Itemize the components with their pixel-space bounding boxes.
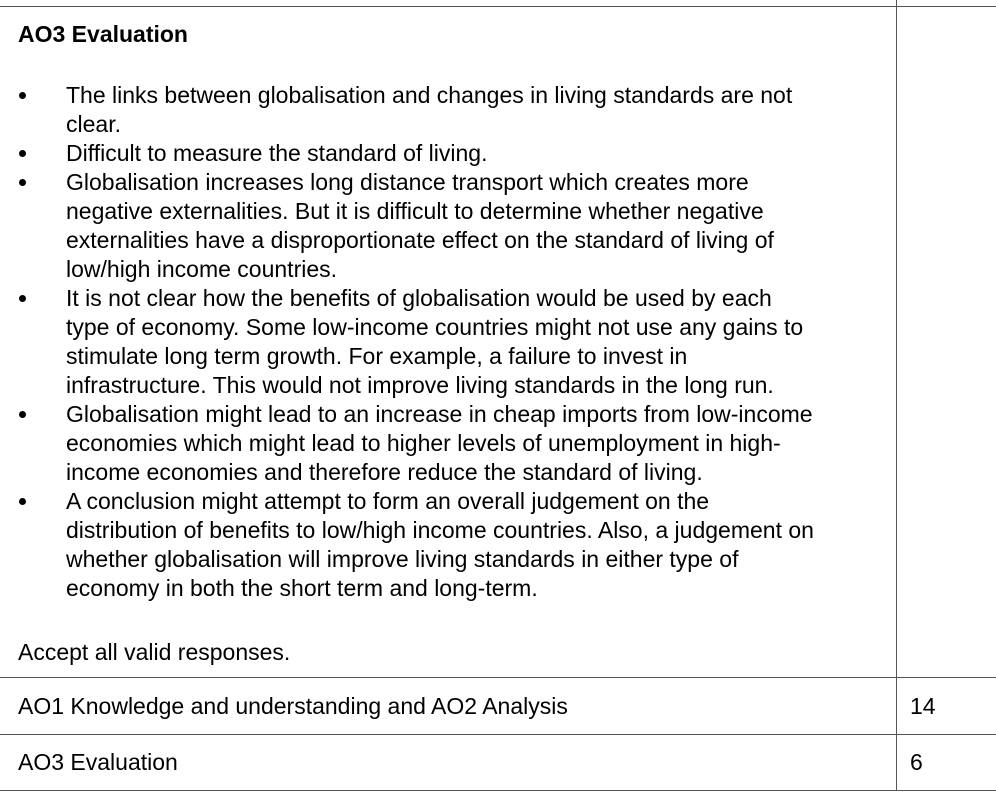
list-item bbox=[0, 139, 890, 168]
marks-row-label: AO3 Evaluation bbox=[18, 749, 178, 775]
bullet-icon bbox=[19, 150, 26, 157]
list-item bbox=[0, 168, 890, 284]
table-top-border bbox=[0, 6, 996, 7]
bullet-text-line: The links between globalisation and changes in living standards are not bbox=[66, 82, 793, 108]
column-divider bbox=[896, 0, 897, 790]
bullet-text-line: economies which might lead to higher levels of unemployment in high- bbox=[66, 430, 781, 456]
bullet-text-line: Globalisation increases long distance transport which creates more bbox=[66, 169, 749, 195]
marks-row-value: 6 bbox=[910, 749, 923, 775]
bullet-text-line: whether globalisation will improve living standards in either type of bbox=[66, 546, 739, 572]
bullet-text-line: clear. bbox=[66, 111, 121, 137]
bullet-text-line: distribution of benefits to low/high income countries. Also, a judgement on bbox=[66, 517, 814, 543]
bullet-text-line: infrastructure. This would not improve living standards in the long run. bbox=[66, 372, 774, 398]
bullet-text-line: stimulate long term growth. For example, a failure to invest in bbox=[66, 343, 688, 369]
bullet-icon bbox=[19, 179, 26, 186]
bullet-text-line: income economies and therefore reduce the standard of living. bbox=[66, 459, 703, 485]
bullet-text-line: A conclusion might attempt to form an overall judgement on the bbox=[66, 488, 710, 514]
bullet-icon bbox=[19, 92, 26, 99]
list-item bbox=[0, 284, 890, 400]
row-divider bbox=[0, 734, 996, 735]
table-bottom-border bbox=[0, 790, 996, 791]
bullet-icon bbox=[19, 498, 26, 505]
list-item bbox=[0, 81, 890, 139]
accept-note: Accept all valid responses. bbox=[18, 639, 291, 665]
row-divider bbox=[0, 677, 996, 678]
bullet-text-line: Difficult to measure the standard of living. bbox=[66, 140, 488, 166]
bullet-text-line: low/high income countries. bbox=[66, 256, 338, 282]
list-item bbox=[0, 487, 890, 603]
bullet-text-line: Globalisation might lead to an increase in cheap imports from low-income bbox=[66, 401, 813, 427]
evaluation-heading: AO3 Evaluation bbox=[18, 21, 188, 47]
bullet-text-line: externalities have a disproportionate effect on the standard of living of bbox=[66, 227, 774, 253]
bullet-icon bbox=[19, 411, 26, 418]
marks-row-value: 14 bbox=[910, 693, 936, 719]
bullet-icon bbox=[19, 295, 26, 302]
marks-row-label: AO1 Knowledge and understanding and AO2 Analysis bbox=[18, 693, 568, 719]
evaluation-bullet-list bbox=[0, 81, 890, 603]
bullet-text-line: It is not clear how the benefits of globalisation would be used by each bbox=[66, 285, 772, 311]
bullet-text-line: economy in both the short term and long-term. bbox=[66, 575, 538, 601]
bullet-text-line: type of economy. Some low-income countries might not use any gains to bbox=[66, 314, 804, 340]
bullet-text-line: negative externalities. But it is difficult to determine whether negative bbox=[66, 198, 764, 224]
list-item bbox=[0, 400, 890, 487]
